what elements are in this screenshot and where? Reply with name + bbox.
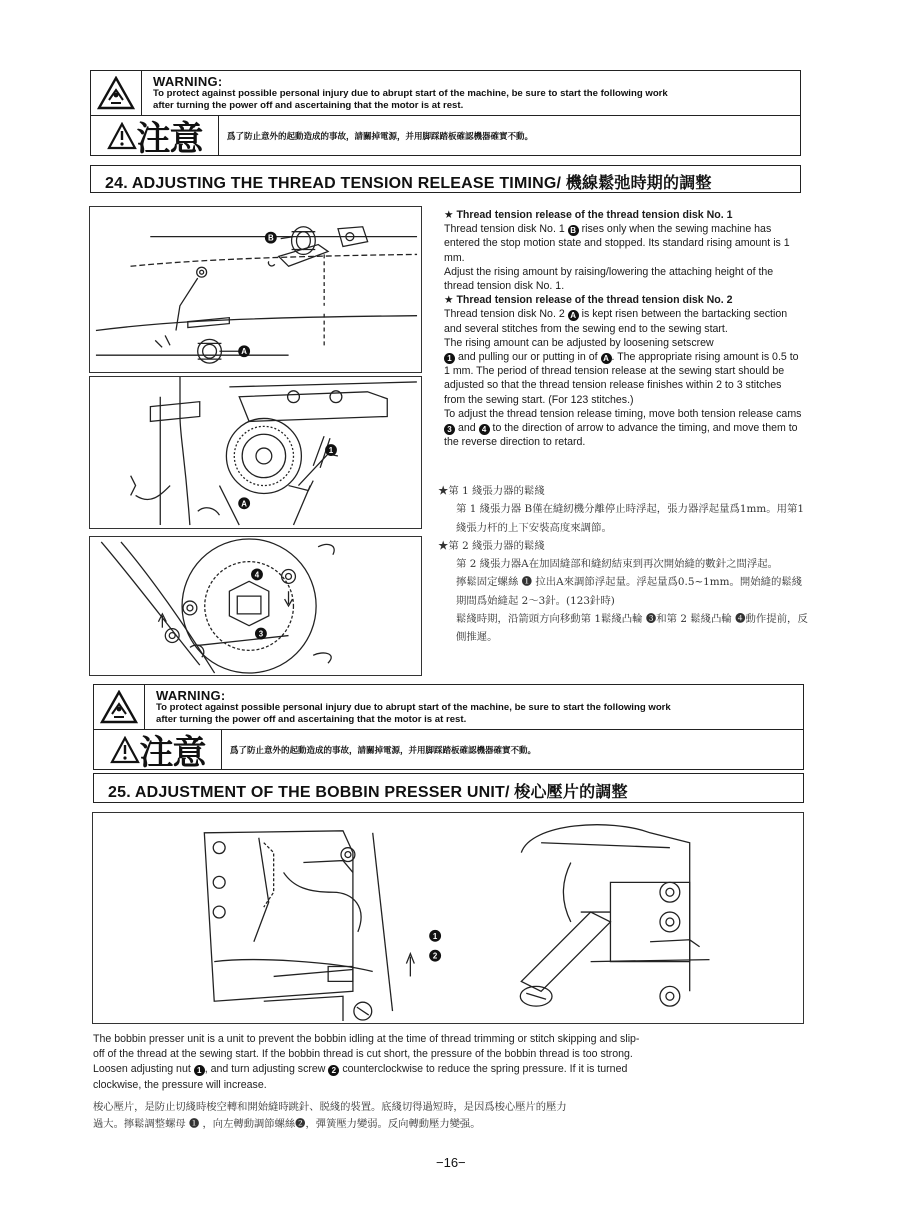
bottom-line-3 xyxy=(93,1062,811,1077)
callout-a-icon: A xyxy=(568,310,579,321)
figure-bobbin-presser xyxy=(92,812,804,1024)
callout-1-icon-bottom: 1 xyxy=(194,1065,205,1076)
zh-paragraph-1: 第 1 綫張力器 B僅在縫紉機分離停止時浮起，張力器浮起量爲1mm。用第1綫張力杆的上下安裝高度來調節。 xyxy=(456,503,805,534)
p5-and: and xyxy=(457,422,476,435)
p4-mid: and pulling our or putting in of xyxy=(457,351,598,364)
section-24-text xyxy=(444,208,804,449)
callout-4-icon: 4 xyxy=(479,424,490,435)
section-25-chinese xyxy=(93,1099,811,1132)
caution-box-2 xyxy=(93,729,804,773)
warning-title: WARNING: xyxy=(153,74,223,89)
page-number: −16− xyxy=(436,1155,466,1170)
line3-start: Loosen adjusting nut xyxy=(93,1063,191,1076)
caution-mark-text: 注意 xyxy=(136,119,203,159)
p4-start: The rising amount can be adjusted by loosening setscrew xyxy=(444,336,714,349)
caution-text: 爲了防止意外的起動造成的事故，請關掉電源，并用脚踩踏板確認機器確實不動。 xyxy=(227,132,534,142)
paragraph-rising xyxy=(444,336,804,407)
tension-disk-2-drawing xyxy=(90,377,421,528)
p5-start: To adjust the thread tension release timing, move both tension release cams xyxy=(444,407,802,420)
zh-heading-1: ★第 1 綫張力器的鬆綫 xyxy=(438,485,545,497)
caution-triangle-icon-2 xyxy=(110,736,140,764)
bottom-line-4: clockwise, the pressure will increase. xyxy=(93,1078,267,1091)
section-25-title-box xyxy=(93,773,804,803)
bottom-line-2: off of the thread at the sewing start. If the bobbin thread is cut short, the pressure of the bobbin thread is too strong. xyxy=(93,1048,633,1061)
p3-end: is kept risen between the bartacking section and several stitches from the sewing end to the sewing start. xyxy=(444,308,788,335)
label-3: 3 xyxy=(258,629,264,639)
label-4: 4 xyxy=(254,570,260,580)
warning-text-2 xyxy=(156,702,816,725)
heading-disk-1: ★ Thread tension release of the thread tension disk No. 1 xyxy=(444,209,733,221)
p5-end: to the direction of arrow to advance the timing, and move them to the reverse direction to retard. xyxy=(444,422,798,449)
figure-tension-disk-top xyxy=(89,206,422,373)
zh-paragraph-3: 擰鬆固定螺絲 ❶ 拉出A來調節浮起量。浮起量爲0.5~1mm。開始縫的鬆綫期間爲始縫起 2～3針。(123針時) xyxy=(456,576,803,607)
figure-tension-disk-2 xyxy=(89,376,422,529)
p3-start: Thread tension disk No. 2 xyxy=(444,308,565,321)
warning-line-1: To protect against possible personal injury due to abrupt start of the machine, be sure to start the following work xyxy=(153,88,668,99)
caution-box xyxy=(90,115,801,159)
p1-end: rises only when the sewing machine has entered the stop motion state and stopped. Its standard rising amount is 1 mm. xyxy=(444,223,790,264)
bottom-line-1: The bobbin presser unit is a unit to prevent the bobbin idling at the time of thread trimming or stitch skipping and slip- xyxy=(93,1033,640,1045)
label-2-bottom: 2 xyxy=(432,951,438,961)
paragraph-timing xyxy=(444,407,804,450)
p4-end: . The appropriate rising amount is 0.5 to 1 mm. The period of thread tension release at the sewing start should be adjusted so that the thread tension release finishes within 2 to 3 stitches from the sewing start. (For 123 stitches.) xyxy=(444,351,799,406)
paragraph-disk-1 xyxy=(444,222,804,265)
zh-heading-2: ★第 2 綫張力器的鬆綫 xyxy=(438,539,545,552)
line3-end: counterclockwise to reduce the spring pressure. If it is turned xyxy=(342,1063,628,1076)
callout-a-icon-2: A xyxy=(601,353,612,364)
caution-mark xyxy=(91,116,219,159)
zh-paragraph-4: 鬆綫時期，沿箭頭方向移動第 1鬆綫凸輪 ❸和第 2 鬆綫凸輪 ❹動作提前，反側推遲。 xyxy=(456,613,808,644)
warning-triangle-icon-2 xyxy=(94,685,145,729)
bottom-zh-line-1: 梭心壓片，是防止切綫時梭空轉和開始縫時跳針、脱綫的裝置。底綫切得過短時，是因爲梭心壓片的壓力 xyxy=(93,1101,567,1113)
paragraph-disk-2 xyxy=(444,307,804,335)
warning-triangle-icon xyxy=(91,71,142,115)
callout-b-icon: B xyxy=(568,225,579,236)
callout-1-icon: 1 xyxy=(444,353,455,364)
label-1-bottom: 1 xyxy=(432,931,438,941)
warning-2-line-1: To protect against possible personal injury due to abrupt start of the machine, be sure to start the following work xyxy=(156,702,671,713)
bobbin-presser-drawing xyxy=(93,813,803,1023)
heading-disk-2: ★ Thread tension release of the thread tension disk No. 2 xyxy=(444,294,733,307)
figure-release-cams xyxy=(89,536,422,676)
label-b: B xyxy=(267,233,274,243)
section-24-chinese xyxy=(438,482,808,647)
warning-text xyxy=(153,88,813,111)
bottom-zh-line-2: 過大。擰鬆調整螺母 ❶ ，向左轉動調節螺絲❷，彈簧壓力變弱。反向轉動壓力變强。 xyxy=(93,1117,481,1130)
caution-text-2: 爲了防止意外的起動造成的事故，請關掉電源，并用脚踩踏板確認機器確實不動。 xyxy=(230,746,537,756)
section-24-title: 24. ADJUSTING THE THREAD TENSION RELEASE TIMING/ 機線鬆弛時期的調整 xyxy=(105,175,712,192)
caution-triangle-icon xyxy=(107,122,137,150)
warning-box-2 xyxy=(93,684,804,730)
p1-start: Thread tension disk No. 1 xyxy=(444,223,565,236)
release-cams-drawing xyxy=(90,537,421,675)
paragraph-adjust-1: Adjust the rising amount by raising/lowering the attaching height of the thread tension disk No. 1. xyxy=(444,265,774,293)
callout-2-icon-bottom: 2 xyxy=(328,1065,339,1076)
caution-mark-2 xyxy=(94,730,222,773)
section-24-title-box xyxy=(90,165,801,193)
callout-3-icon: 3 xyxy=(444,424,455,435)
tension-disk-drawing xyxy=(90,207,421,372)
caution-mark-text-2: 注意 xyxy=(139,733,206,773)
section-25-text xyxy=(93,1032,811,1093)
warning-box xyxy=(90,70,801,116)
section-25-title: 25. ADJUSTMENT OF THE BOBBIN PRESSER UNIT/ 梭心壓片的調整 xyxy=(108,784,628,801)
label-1: 1 xyxy=(328,445,334,455)
zh-paragraph-2: 第 2 綫張力器A在加固縫部和縫紉結束到再次開始縫的數針之間浮起。 xyxy=(456,558,779,571)
label-a: A xyxy=(241,347,247,357)
warning-2-line-2: after turning the power off and ascertaining that the motor is at rest. xyxy=(156,713,467,725)
line3-mid: , and turn adjusting screw xyxy=(204,1063,326,1076)
warning-title-2: WARNING: xyxy=(156,688,226,703)
warning-line-2: after turning the power off and ascertaining that the motor is at rest. xyxy=(153,99,464,111)
label-a-2: A xyxy=(241,499,247,509)
